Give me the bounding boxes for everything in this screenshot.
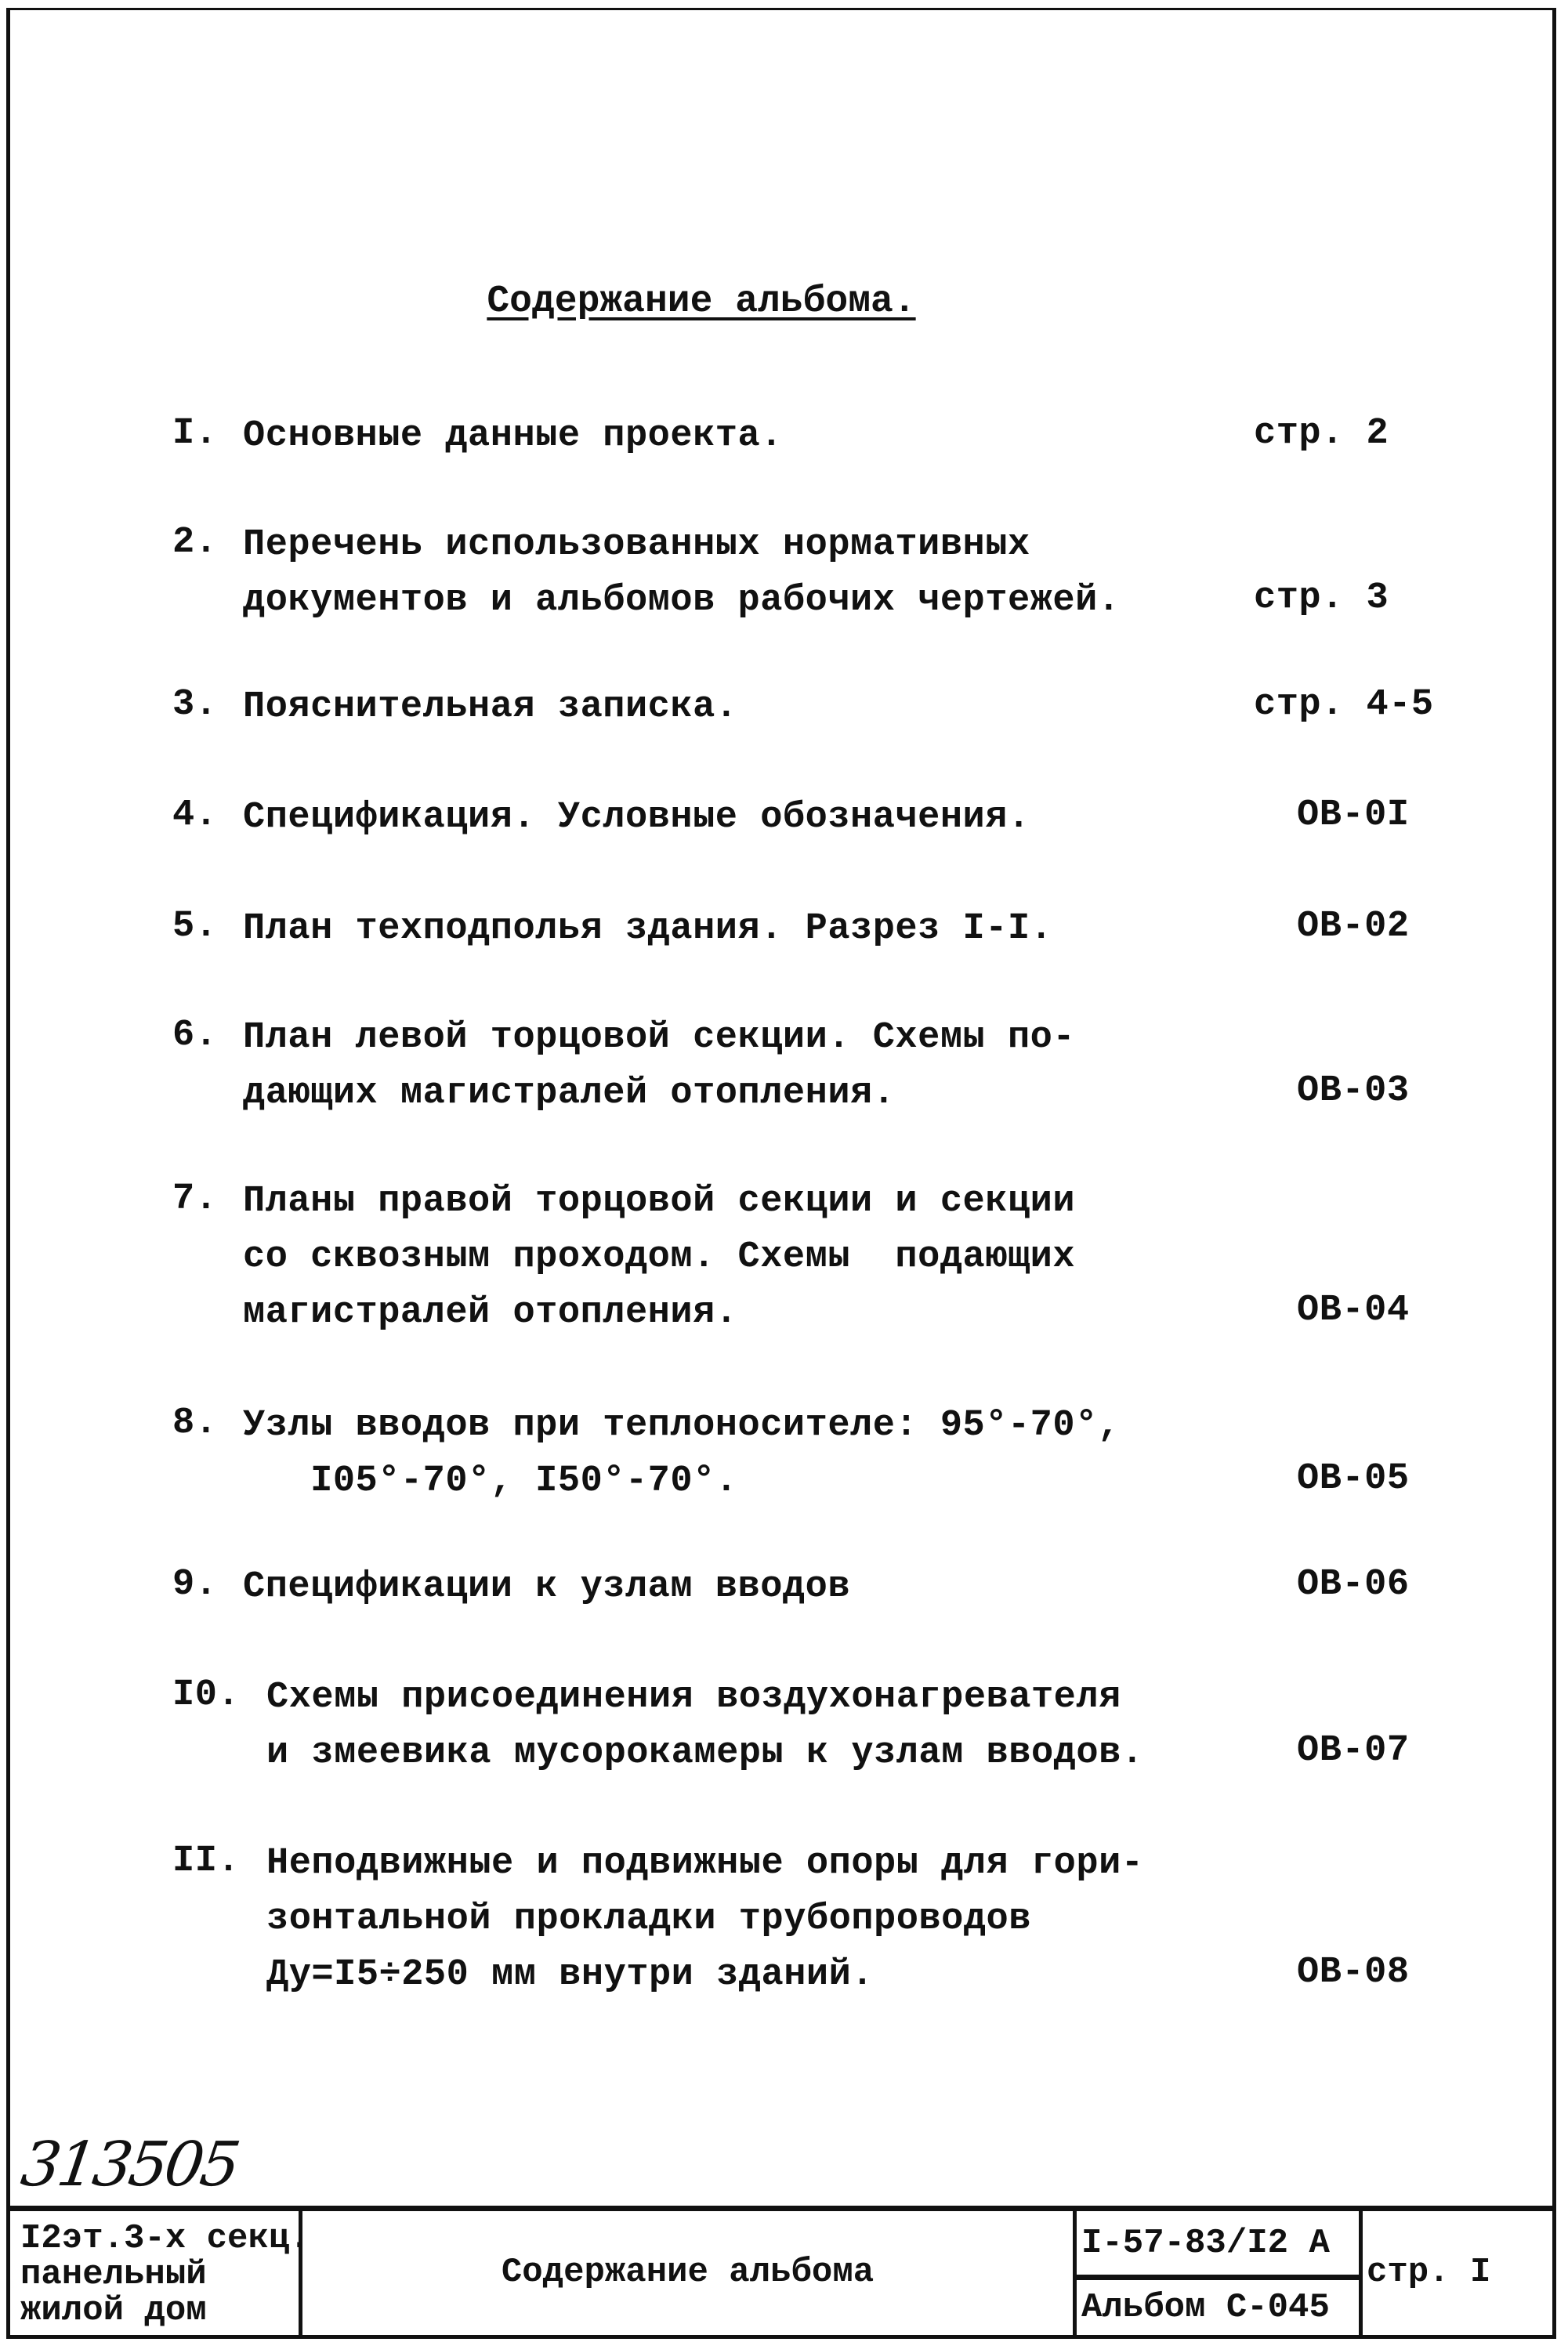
item-text [243,413,783,469]
item-text-line: Основные данные проекта. [243,415,783,457]
series-code: I-57-83/I2 А [1081,2224,1330,2263]
title-block [6,2206,1556,2339]
sheet-name: Содержание альбома [501,2253,875,2292]
object-line: жилой дом [20,2291,207,2330]
item-text [243,684,738,740]
item-text-line: документов и альбомов рабочих чертежей. [243,580,1121,621]
item-text-line: План левой торцовой секции. Схемы по- [243,1017,1076,1059]
item-text-line: Спецификация. Условные обозначения. [243,797,1030,838]
item-text-line: Схемы присоединения воздухонагревателя [266,1677,1121,1718]
document-title: Содержание альбома. [487,281,916,323]
divider [1073,2211,1077,2335]
item-page-ref: ОВ-02 [1297,906,1410,947]
divider [1073,2275,1360,2280]
item-text [243,1178,1075,1345]
item-text-line: со сквозным проходом. Схемы подающих [243,1236,1076,1278]
item-page-ref: стр. 3 [1254,577,1389,619]
item-number: 5. [172,906,218,947]
item-text-line: и змеевика мусорокамеры к узлам вводов. [266,1732,1144,1774]
item-page-ref: ОВ-06 [1297,1564,1410,1605]
item-text-line: зонтальной прокладки трубопроводов [266,1899,1031,1940]
item-page-ref: ОВ-07 [1297,1730,1410,1772]
item-text [266,1674,1143,1786]
item-text-line: Неподвижные и подвижные опоры для гори- [266,1843,1144,1884]
item-number: I. [172,413,218,454]
item-text-line: Спецификации к узлам вводов [243,1566,851,1608]
item-text-line: Перечень использованных нормативных [243,524,1030,566]
object-line: панельный [20,2255,207,2294]
item-text [243,1015,1075,1126]
item-text [243,522,1120,633]
item-page-ref: стр. 4-5 [1254,684,1434,726]
item-text [243,1403,1120,1514]
item-text-line: I05°-70°, I50°-70°. [243,1461,738,1502]
item-page-ref: ОВ-05 [1297,1458,1410,1500]
item-text [243,1564,850,1620]
object-description [20,2221,310,2329]
object-line: I2эт.3-х секц. [20,2219,310,2258]
album-code: Альбом С-045 [1081,2288,1330,2327]
item-text-line: магистралей отопления. [243,1292,738,1334]
item-number: 8. [172,1403,218,1444]
item-page-ref: ОВ-0I [1297,795,1410,836]
divider [1359,2211,1363,2335]
item-page-ref: ОВ-03 [1297,1070,1410,1112]
item-number: 4. [172,795,218,836]
item-page-ref: стр. 2 [1254,413,1389,454]
item-number: 2. [172,522,218,563]
item-text-line: Пояснительная записка. [243,686,738,728]
item-number: 6. [172,1015,218,1056]
item-text-line: Узлы вводов при теплоносителе: 95°-70°, [243,1405,1121,1446]
item-text-line: дающих магистралей отопления. [243,1073,896,1114]
item-text-line: План техподполья здания. Разрез I-I. [243,908,1053,950]
item-text [243,795,1030,850]
page-number: стр. I [1367,2253,1491,2292]
item-number: II. [172,1841,241,1882]
item-text-line: Ду=I5÷250 мм внутри зданий. [266,1954,875,1996]
item-text [266,1841,1143,2007]
item-text-line: Планы правой торцовой секции и секции [243,1181,1076,1222]
item-page-ref: ОВ-04 [1297,1290,1410,1331]
item-page-ref: ОВ-08 [1297,1952,1410,1993]
handwritten-number: 313505 [16,2130,242,2200]
item-number: I0. [172,1674,241,1716]
item-number: 7. [172,1178,218,1220]
item-text [243,906,1052,961]
item-number: 3. [172,684,218,726]
item-number: 9. [172,1564,218,1605]
